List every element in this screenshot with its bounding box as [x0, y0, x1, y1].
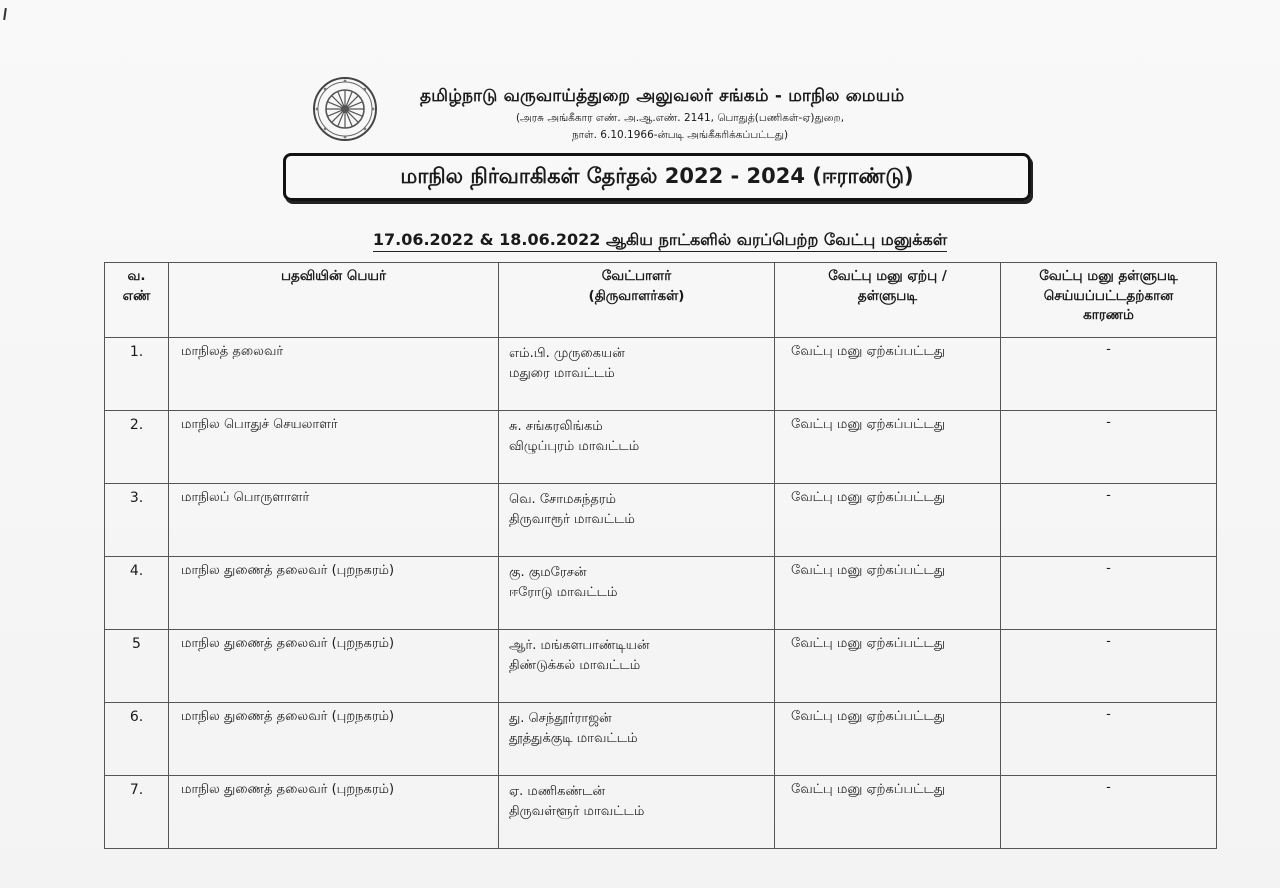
row-post: மாநிலத் தலைவர் — [169, 338, 499, 411]
registration-line-1: (அரசு அங்கீகார எண். அ.ஆ.எண். 2141, பொதுத்(பணிகள்-ஏ)துறை, — [515, 112, 845, 124]
header-status — [775, 263, 1001, 338]
candidate-name: ஆர். மங்களபாண்டியன் — [509, 638, 650, 653]
candidate-name: சு. சங்கரலிங்கம் — [509, 419, 603, 434]
candidate-district: மதுரை மாவட்டம் — [509, 366, 615, 382]
table-row — [105, 776, 1217, 849]
nominations-table — [104, 262, 1217, 849]
header-reason-line2: செய்யப்பட்டதற்கான — [1043, 287, 1174, 304]
row-post: மாநில துணைத் தலைவர் (புறநகரம்) — [169, 557, 499, 630]
row-status: வேட்பு மனு ஏற்கப்பட்டது — [775, 557, 1001, 630]
row-status: வேட்பு மனு ஏற்கப்பட்டது — [775, 484, 1001, 557]
row-reason: - — [1001, 338, 1217, 411]
registration-line-2: நாள். 6.10.1966-ன்படி அங்கீகரிக்கப்பட்டது) — [571, 129, 789, 141]
header-sno — [105, 263, 169, 338]
row-sno: 3. — [105, 484, 169, 557]
row-candidate — [499, 484, 775, 557]
row-reason: - — [1001, 703, 1217, 776]
row-post: மாநில துணைத் தலைவர் (புறநகரம்) — [169, 776, 499, 849]
document-title: மாநில நிர்வாகிகள் தேர்தல் 2022 - 2024 (ஈராண்டு) — [400, 163, 914, 188]
row-post: மாநில துணைத் தலைவர் (புறநகரம்) — [169, 703, 499, 776]
row-status: வேட்பு மனு ஏற்கப்பட்டது — [775, 411, 1001, 484]
row-status: வேட்பு மனு ஏற்கப்பட்டது — [775, 703, 1001, 776]
row-reason: - — [1001, 484, 1217, 557]
header-reason — [1001, 263, 1217, 338]
row-candidate — [499, 557, 775, 630]
row-reason: - — [1001, 776, 1217, 849]
row-candidate — [499, 411, 775, 484]
header-reason-line3: காரணம் — [1083, 307, 1134, 324]
subtitle-text: 17.06.2022 & 18.06.2022 ஆகிய நாட்களில் வரப்பெற்ற வேட்பு மனுக்கள் — [373, 230, 947, 252]
table-row — [105, 484, 1217, 557]
header-reason-line1: வேட்பு மனு தள்ளுபடி — [1039, 268, 1178, 284]
table-row — [105, 411, 1217, 484]
row-status: வேட்பு மனு ஏற்கப்பட்டது — [775, 338, 1001, 411]
title-box — [283, 153, 1031, 201]
table-row — [105, 338, 1217, 411]
header-status-line1: வேட்பு மனு ஏற்பு / — [828, 268, 947, 284]
row-post: மாநில பொதுச் செயலாளர் — [169, 411, 499, 484]
candidate-name: வெ. சோமசுந்தரம் — [509, 492, 616, 507]
scan-mark — [3, 8, 7, 20]
row-candidate — [499, 703, 775, 776]
header-sno-line1: வ. — [127, 268, 146, 284]
row-reason: - — [1001, 411, 1217, 484]
document-subtitle — [310, 230, 1010, 251]
candidate-district: திருவாரூர் மாவட்டம் — [509, 512, 635, 528]
header-post-label: பதவியின் பெயர் — [280, 268, 387, 284]
header-candidate-line2: (திருவாளர்கள்) — [588, 287, 685, 304]
candidate-name: ஏ. மணிகண்டன் — [509, 784, 605, 799]
row-status: வேட்பு மனு ஏற்கப்பட்டது — [775, 630, 1001, 703]
row-sno: 4. — [105, 557, 169, 630]
candidate-name: கு. குமரேசன் — [509, 565, 587, 580]
row-candidate — [499, 776, 775, 849]
header-post — [169, 263, 499, 338]
row-candidate — [499, 630, 775, 703]
header-candidate-line1: வேட்பாளர் — [601, 268, 672, 284]
row-reason: - — [1001, 630, 1217, 703]
row-post: மாநிலப் பொருளாளர் — [169, 484, 499, 557]
candidate-district: விழுப்புரம் மாவட்டம் — [509, 439, 640, 455]
candidate-district: தூத்துக்குடி மாவட்டம் — [509, 731, 638, 747]
row-post: மாநில துணைத் தலைவர் (புறநகரம்) — [169, 630, 499, 703]
candidate-name: எம்.பி. முருகையன் — [509, 346, 625, 361]
header-candidate — [499, 263, 775, 338]
row-reason: - — [1001, 557, 1217, 630]
candidate-district: திண்டுக்கல் மாவட்டம் — [509, 658, 641, 674]
row-sno: 1. — [105, 338, 169, 411]
row-sno: 2. — [105, 411, 169, 484]
candidate-district: ஈரோடு மாவட்டம் — [509, 585, 618, 601]
table-row — [105, 557, 1217, 630]
row-status: வேட்பு மனு ஏற்கப்பட்டது — [775, 776, 1001, 849]
header-sno-line2: எண் — [122, 287, 151, 304]
dharma-wheel-icon — [312, 76, 378, 142]
header-status-line2: தள்ளுபடி — [857, 287, 918, 304]
candidate-district: திருவள்ளூர் மாவட்டம் — [509, 804, 645, 820]
row-sno: 6. — [105, 703, 169, 776]
row-candidate — [499, 338, 775, 411]
row-sno: 5 — [105, 630, 169, 703]
organization-name: தமிழ்நாடு வருவாய்த்துறை அலுவலர் சங்கம் - மாநில மையம் — [420, 86, 905, 106]
table-header-row — [105, 263, 1217, 338]
table-row — [105, 703, 1217, 776]
table-row — [105, 630, 1217, 703]
candidate-name: து. செந்தூர்ராஜன் — [509, 711, 612, 726]
row-sno: 7. — [105, 776, 169, 849]
